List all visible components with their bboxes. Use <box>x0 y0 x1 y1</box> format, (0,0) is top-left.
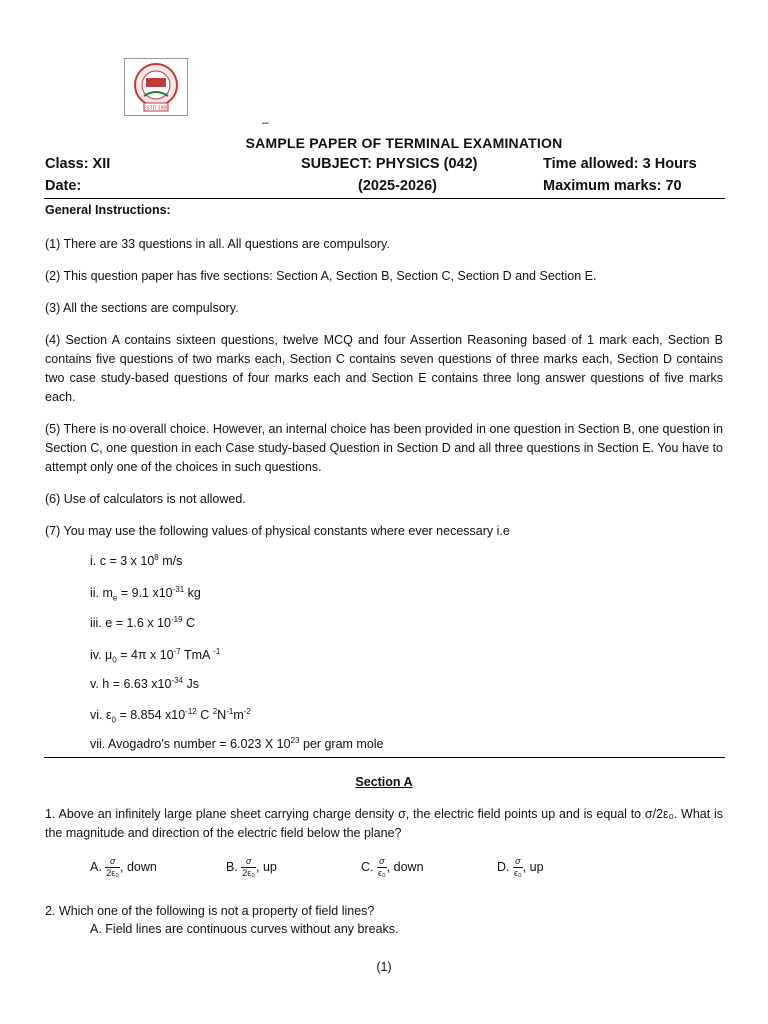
time-allowed-label: Time allowed: 3 Hours <box>543 156 697 172</box>
instruction-3: (3) All the sections are compulsory. <box>45 301 239 315</box>
class-label: Class: XII <box>45 156 111 172</box>
header-dash: – <box>262 115 269 129</box>
question-1-option-b: B. $\frac{\sigma}{\text{2ϵ₀}}$ , up <box>226 856 277 878</box>
instruction-5: (5) There is no overall choice. However, an internal choice has been provided in one question in Section B, one question in Section C, one question in each Case study-based Question in Section D and all three questions in Section E. You have to attempt only one of the choices in such questions. <box>45 422 723 474</box>
constant-h: v. h = 6.63 $x10^{-34}$ Js <box>90 675 199 691</box>
date-label: Date: <box>45 178 82 194</box>
instruction-1: (1) There are 33 questions in all. All questions are compulsory. <box>45 237 390 251</box>
subject-label: SUBJECT: PHYSICS (042) <box>301 156 478 172</box>
question-1-option-a: A. $\frac{\sigma}{\text{2ϵ₀}}$ , down <box>90 856 157 878</box>
constant-avogadro: vii. Avogadro's number = 6.023 X $10^{23}$ per gram mole <box>90 735 384 751</box>
maximum-marks-label: Maximum marks: 70 <box>543 178 682 194</box>
instruction-4: (4) Section A contains sixteen questions, twelve MCQ and four Assertion Reasoning based of 1 mark each, Section B contains five questions of two marks each, Section C contains seven questions of three marks each, Section D contains two case study-based questions of four marks each and Section E contains three long answer questions of five marks each. <box>45 333 723 404</box>
logo-estd-text: ESTD 1985 <box>143 105 169 112</box>
instruction-2: (2) This question paper has five sections: Section A, Section B, Section C, Section D and Section E. <box>45 269 597 283</box>
question-2-option-a: A. Field lines are continuous curves without any breaks. <box>90 922 399 936</box>
constant-e: iii. e = 1.6 x $10^{-19}$ C <box>90 614 196 630</box>
question-1-option-c: C. $\frac{\sigma}{\text{ϵ₀}}$ , down <box>361 856 424 878</box>
instruction-7: (7) You may use the following values of physical constants where ever necessary i.e <box>45 524 510 538</box>
question-2-text: 2. Which one of the following is not a property of field lines? <box>45 904 375 918</box>
instructions-heading: General Instructions: <box>45 203 171 217</box>
session-label: (2025-2026) <box>358 178 437 194</box>
page-title: SAMPLE PAPER OF TERMINAL EXAMINATION <box>245 135 563 151</box>
question-1-option-d: D. $\frac{\sigma}{\text{ϵ₀}}$ , up <box>497 856 544 878</box>
question-1-text: 1. Above an infinitely large plane sheet carrying charge density σ, the electric field points up and is equal to σ/2ε₀. What is the magnitude and direction of the electric field below the plane? <box>45 807 723 840</box>
instruction-6: (6) Use of calculators is not allowed. <box>45 492 246 506</box>
school-logo <box>124 58 188 116</box>
section-a-heading: Section A <box>355 775 413 789</box>
constant-mu0: iv. $\mu_0 = 4\pi$ x $10^{-7}$ TmA $^{-1}$ <box>90 646 221 665</box>
constant-c: i. c = 3 x $10^8$ m/s <box>90 552 183 568</box>
constant-me: ii. $m_e = 9.1$ $x10^{-31}$ kg <box>90 584 201 603</box>
page-number: (1) <box>376 960 392 974</box>
header-rule <box>44 198 725 199</box>
section-rule <box>44 757 725 758</box>
constant-epsilon0: vi. $\varepsilon_0 = 8.854$ $x10^{-12}$ C $^2N^{-1}m^{-2}$ <box>90 706 251 725</box>
